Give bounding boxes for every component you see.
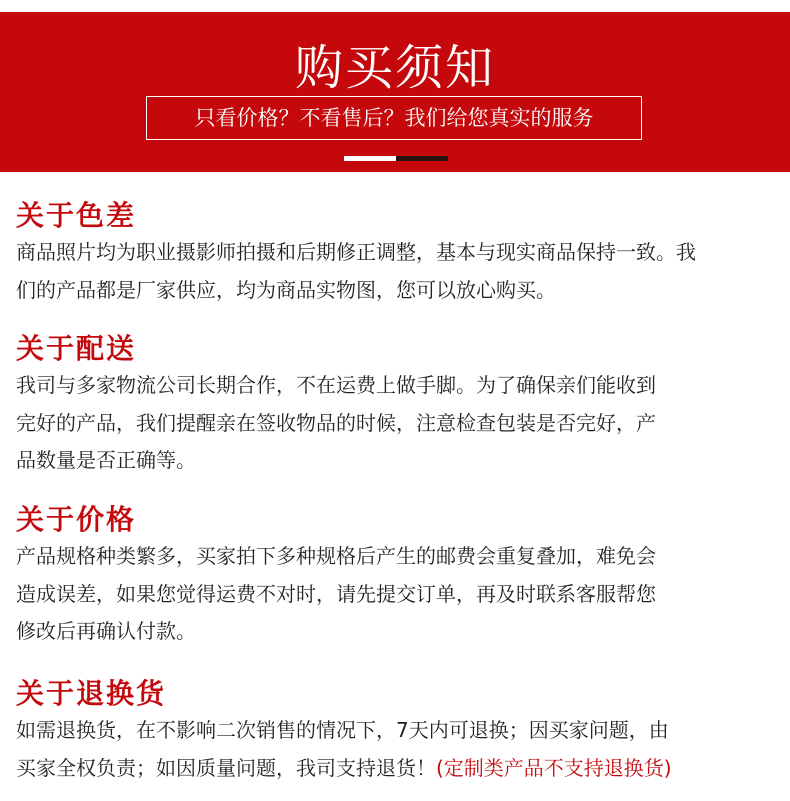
section-heading: 关于配送 [16, 332, 137, 365]
section-color-difference [16, 198, 780, 309]
section-body [16, 367, 780, 480]
section-heading: 关于价格 [16, 503, 137, 536]
banner-subtitle: 只看价格？不看售后？我们给您真实的服务 [146, 96, 642, 140]
body-line: 产品规格种类繁多，买家拍下多种规格后产生的邮费会重复叠加，难免会 [16, 544, 656, 568]
body-line: 们的产品都是厂家供应，均为商品实物图，您可以放心购买。 [16, 277, 556, 302]
body-line: 买家全权负责；如因质量问题，我司支持退货！ [16, 755, 436, 780]
section-body [16, 712, 780, 787]
divider-bar-dark [396, 156, 448, 161]
section-delivery [16, 331, 780, 480]
body-line: 造成误差，如果您觉得运费不对时，请先提交订单，再及时联系客服帮您 [16, 581, 656, 606]
section-returns [16, 676, 780, 787]
divider-bar-white [344, 156, 396, 161]
section-heading: 关于色差 [16, 199, 137, 232]
body-line: 修改后再确认付款。 [16, 619, 196, 643]
section-heading: 关于退换货 [16, 677, 167, 710]
page-title: 购买须知 [294, 40, 495, 96]
body-line: 品数量是否正确等。 [16, 448, 196, 472]
section-price [16, 502, 780, 651]
body-line: 完好的产品，我们提醒亲在签收物品的时候，注意检查包装是否完好，产 [16, 410, 656, 435]
body-line: 如需退换货，在不影响二次销售的情况下，7天内可退换；因买家问题，由 [16, 718, 669, 742]
body-line: 商品照片均为职业摄影师拍摄和后期修正调整，基本与现实商品保持一致。我 [16, 240, 696, 264]
section-body [16, 538, 780, 651]
custom-product-note: (定制类产品不支持退换货) [436, 755, 672, 780]
header-banner [0, 12, 790, 172]
section-body [16, 234, 780, 309]
body-line: 我司与多家物流公司长期合作，不在运费上做手脚。为了确保亲们能收到 [16, 373, 656, 397]
